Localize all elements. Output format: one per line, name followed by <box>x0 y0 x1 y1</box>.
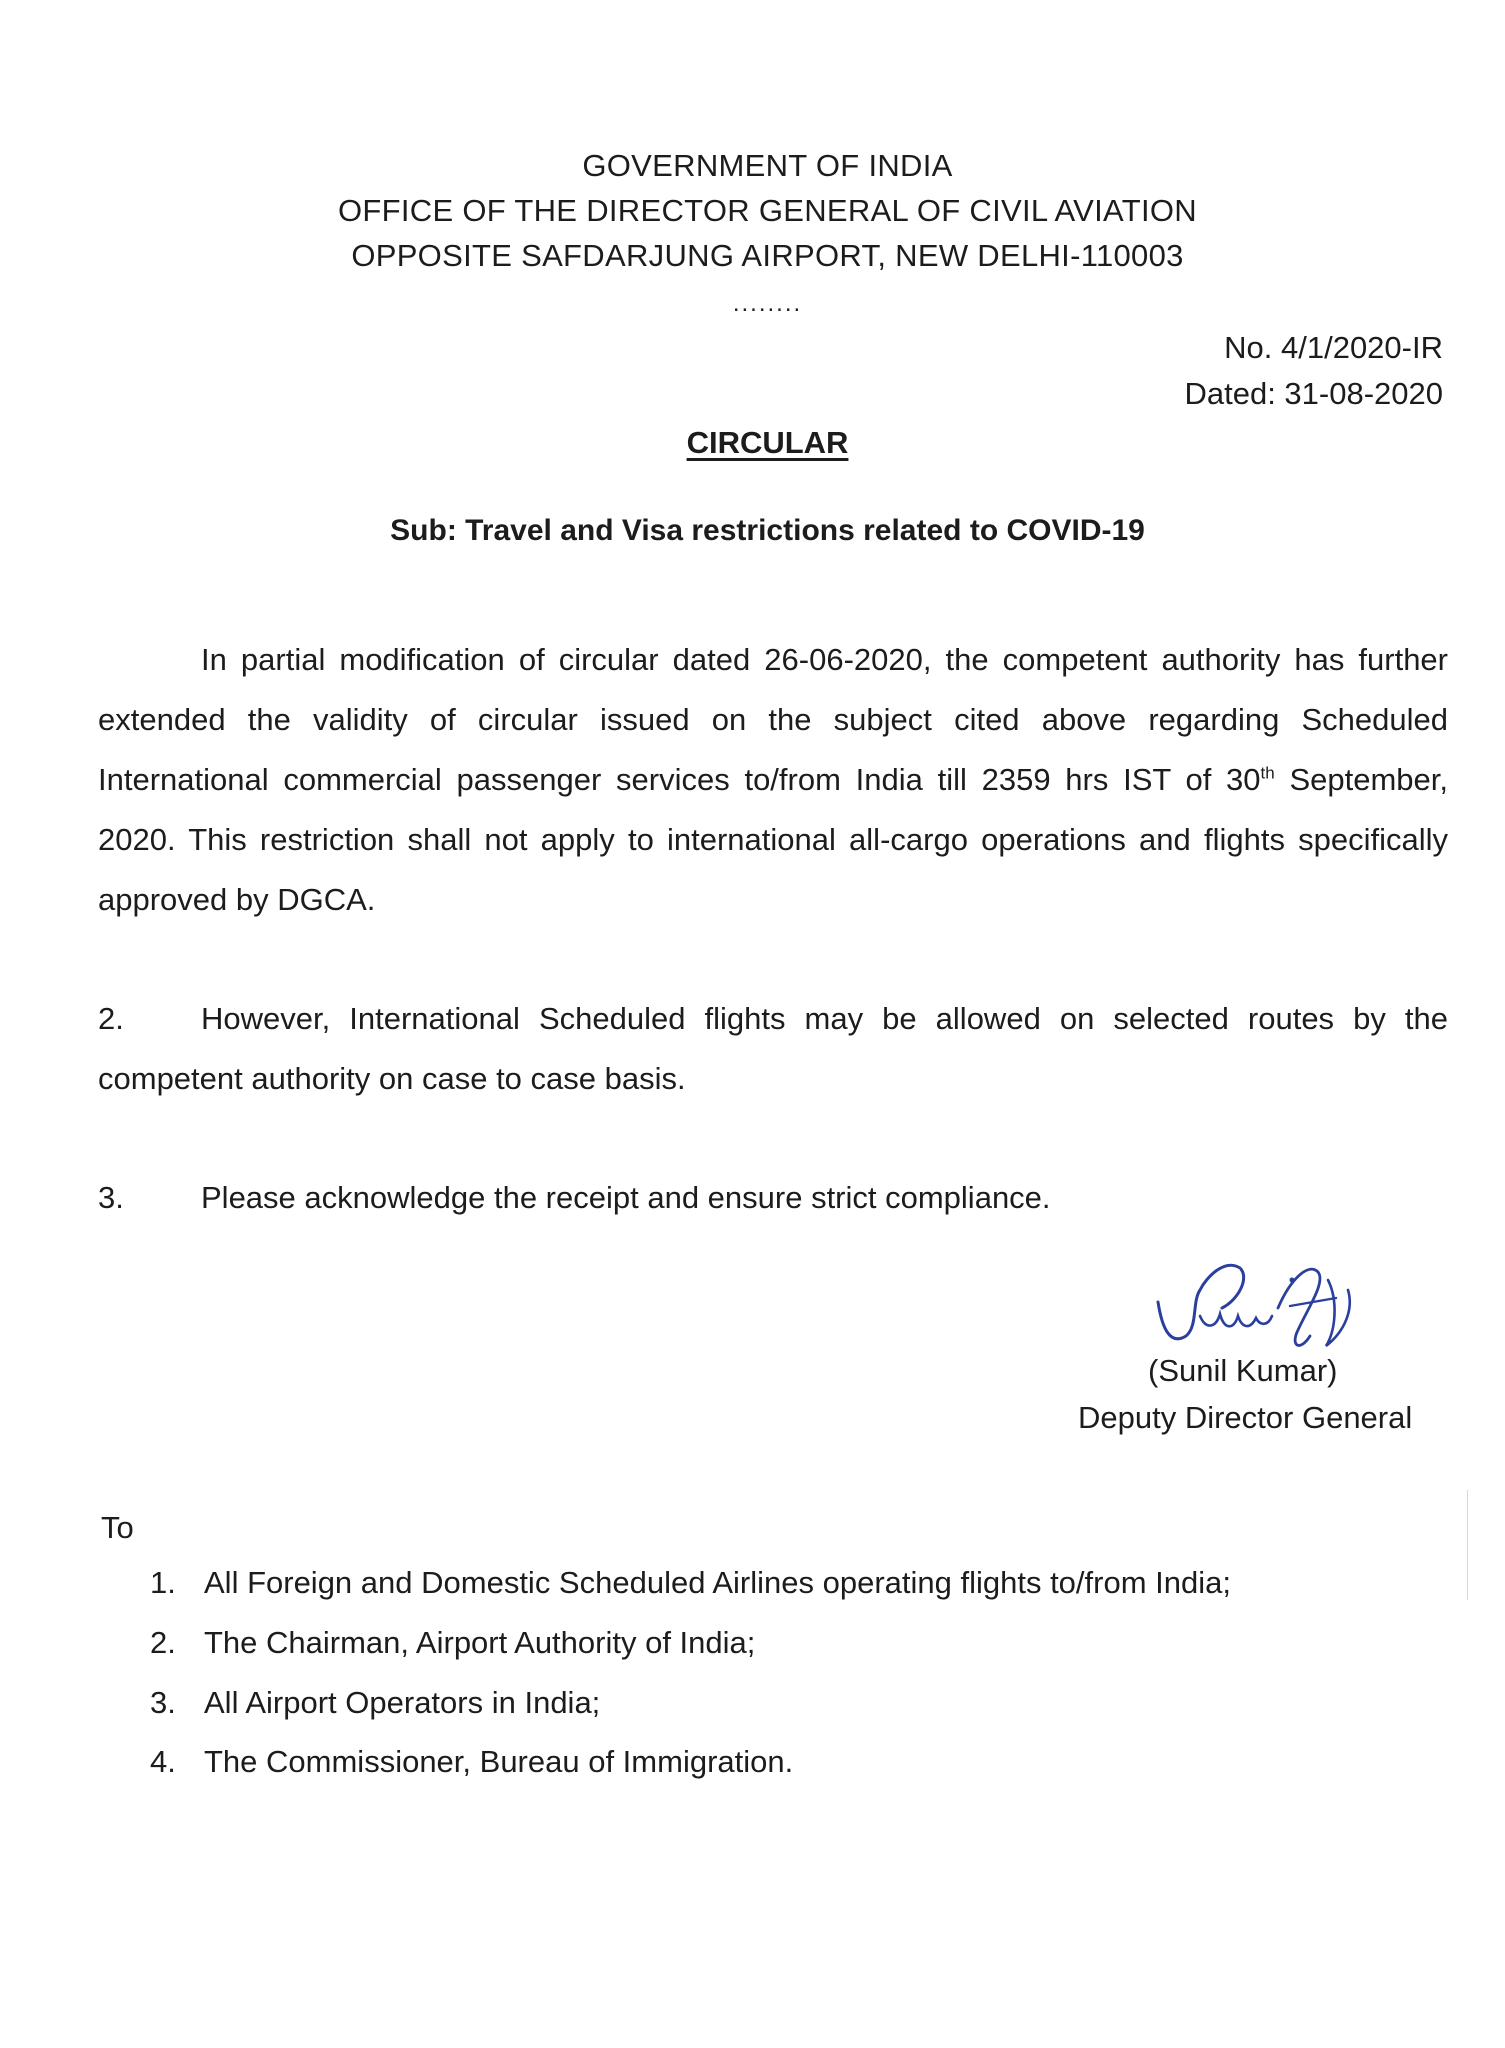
subject-line: Sub: Travel and Visa restrictions related to COVID-19 <box>390 514 1145 547</box>
paragraph-2 <box>98 989 1448 1109</box>
paragraph-2-number: 2. <box>98 1001 124 1036</box>
paragraph-1-text-a: In partial modification of circular dated 26-06-2020, the competent authority has further extended the validity of circular issued on the subject cited above regarding Scheduled International commercial passenger services to/from India till 2359 hrs IST of 30 <box>98 642 1448 797</box>
paragraph-1-superscript: th <box>1260 763 1275 783</box>
recipient-item-text: All Airport Operators in India; <box>204 1685 601 1720</box>
header-line-address: OPPOSITE SAFDARJUNG AIRPORT, NEW DELHI-110003 <box>351 238 1184 273</box>
paragraph-3-number: 3. <box>98 1180 124 1215</box>
recipient-item <box>150 1685 600 1721</box>
document-title: CIRCULAR <box>686 425 849 460</box>
handwritten-signature <box>1140 1250 1400 1360</box>
signatory-designation: Deputy Director General <box>1078 1400 1413 1435</box>
header-line-government: GOVERNMENT OF INDIA <box>582 148 953 183</box>
paragraph-3-text: Please acknowledge the receipt and ensure strict compliance. <box>201 1180 1051 1215</box>
reference-number: No. 4/1/2020-IR <box>1224 330 1443 365</box>
recipient-item-number: 3. <box>150 1685 176 1720</box>
scan-edge-line <box>1467 1490 1468 1600</box>
recipient-item-text: All Foreign and Domestic Scheduled Airlines operating flights to/from India; <box>204 1565 1231 1600</box>
recipient-item-number: 4. <box>150 1744 176 1779</box>
recipient-item-number: 1. <box>150 1565 176 1600</box>
signatory-name: (Sunil Kumar) <box>1148 1353 1338 1388</box>
recipient-item-text: The Chairman, Airport Authority of India; <box>204 1625 756 1660</box>
recipient-item <box>150 1744 793 1780</box>
header-dots: ........ <box>732 290 803 317</box>
paragraph-2-text: However, International Scheduled flights may be allowed on selected routes by the competent authority on case to case basis. <box>98 1001 1448 1096</box>
recipient-item <box>150 1625 755 1661</box>
paragraph-3 <box>98 1168 1448 1228</box>
recipient-item-number: 2. <box>150 1625 176 1660</box>
header-line-office: OFFICE OF THE DIRECTOR GENERAL OF CIVIL AVIATION <box>338 193 1197 228</box>
paragraph-1-text-b: September, 2020. This restriction shall not apply to international all-cargo operations and flights specifically approved by DGCA. <box>98 762 1449 917</box>
reference-date: Dated: 31-08-2020 <box>1184 376 1443 411</box>
recipient-item <box>150 1565 1231 1601</box>
recipients-label: To <box>101 1510 134 1545</box>
paragraph-1 <box>98 630 1448 930</box>
recipient-item-text: The Commissioner, Bureau of Immigration. <box>204 1744 794 1779</box>
